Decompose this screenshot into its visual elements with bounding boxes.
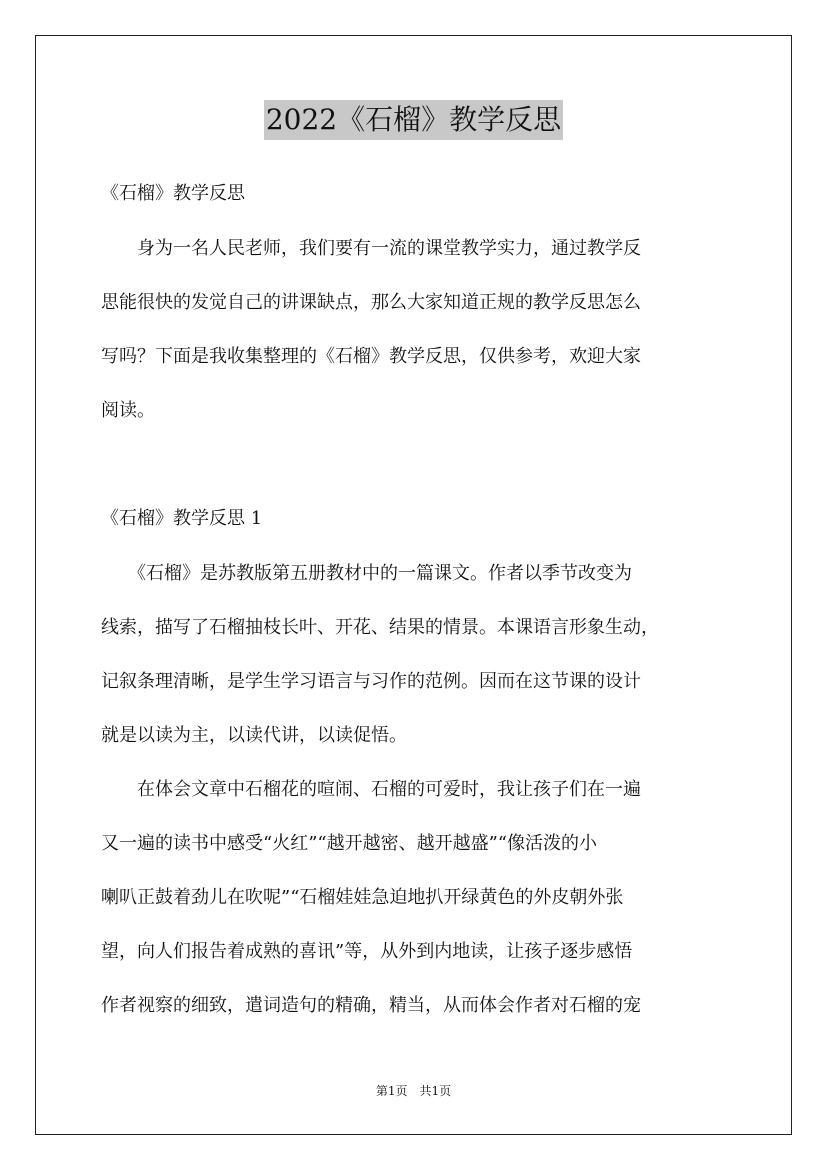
section-heading: 《石榴》教学反思 bbox=[101, 183, 245, 204]
page-footer: 第1页 共1页 bbox=[375, 1084, 452, 1098]
para1-line-2: 线索，描写了石榴抽枝长叶、开花、结果的情景。本课语言形象生动， bbox=[101, 617, 659, 638]
intro-line-4: 阅读。 bbox=[101, 400, 155, 421]
document-title: 2022《石榴》教学反思 bbox=[264, 100, 563, 140]
intro-line-1: 身为一名人民老师，我们要有一流的课堂教学实力，通过教学反 bbox=[101, 238, 641, 259]
intro-line-2: 思能很快的发觉自己的讲课缺点，那么大家知道正规的教学反思怎么 bbox=[101, 292, 641, 313]
subsection-heading: 《石榴》教学反思 1 bbox=[101, 508, 263, 529]
intro-line-3: 写吗？下面是我收集整理的《石榴》教学反思，仅供参考，欢迎大家 bbox=[101, 346, 641, 367]
para2-line-1: 在体会文章中石榴花的喧闹、石榴的可爱时，我让孩子们在一遍 bbox=[101, 779, 641, 800]
para1-line-4: 就是以读为主，以读代讲，以读促悟。 bbox=[101, 725, 407, 746]
para2-line-3: 喇叭正鼓着劲儿在吹呢”“石榴娃娃急迫地扒开绿黄色的外皮朝外张 bbox=[101, 887, 624, 908]
para1-line-1: 《石榴》是苏教版第五册教材中的一篇课文。作者以季节改变为 bbox=[101, 563, 632, 584]
para2-line-2: 又一遍的读书中感受“火红”“越开越密、越开越盛”“像活泼的小 bbox=[101, 833, 598, 854]
para1-line-3: 记叙条理清晰，是学生学习语言与习作的范例。因而在这节课的设计 bbox=[101, 671, 641, 692]
para2-line-5: 作者视察的细致，遣词造句的精确，精当，从而体会作者对石榴的宠 bbox=[101, 995, 641, 1016]
title-wrap bbox=[0, 100, 827, 140]
para2-line-4: 望，向人们报告着成熟的喜讯”等，从外到内地读，让孩子逐步感悟 bbox=[101, 941, 633, 962]
